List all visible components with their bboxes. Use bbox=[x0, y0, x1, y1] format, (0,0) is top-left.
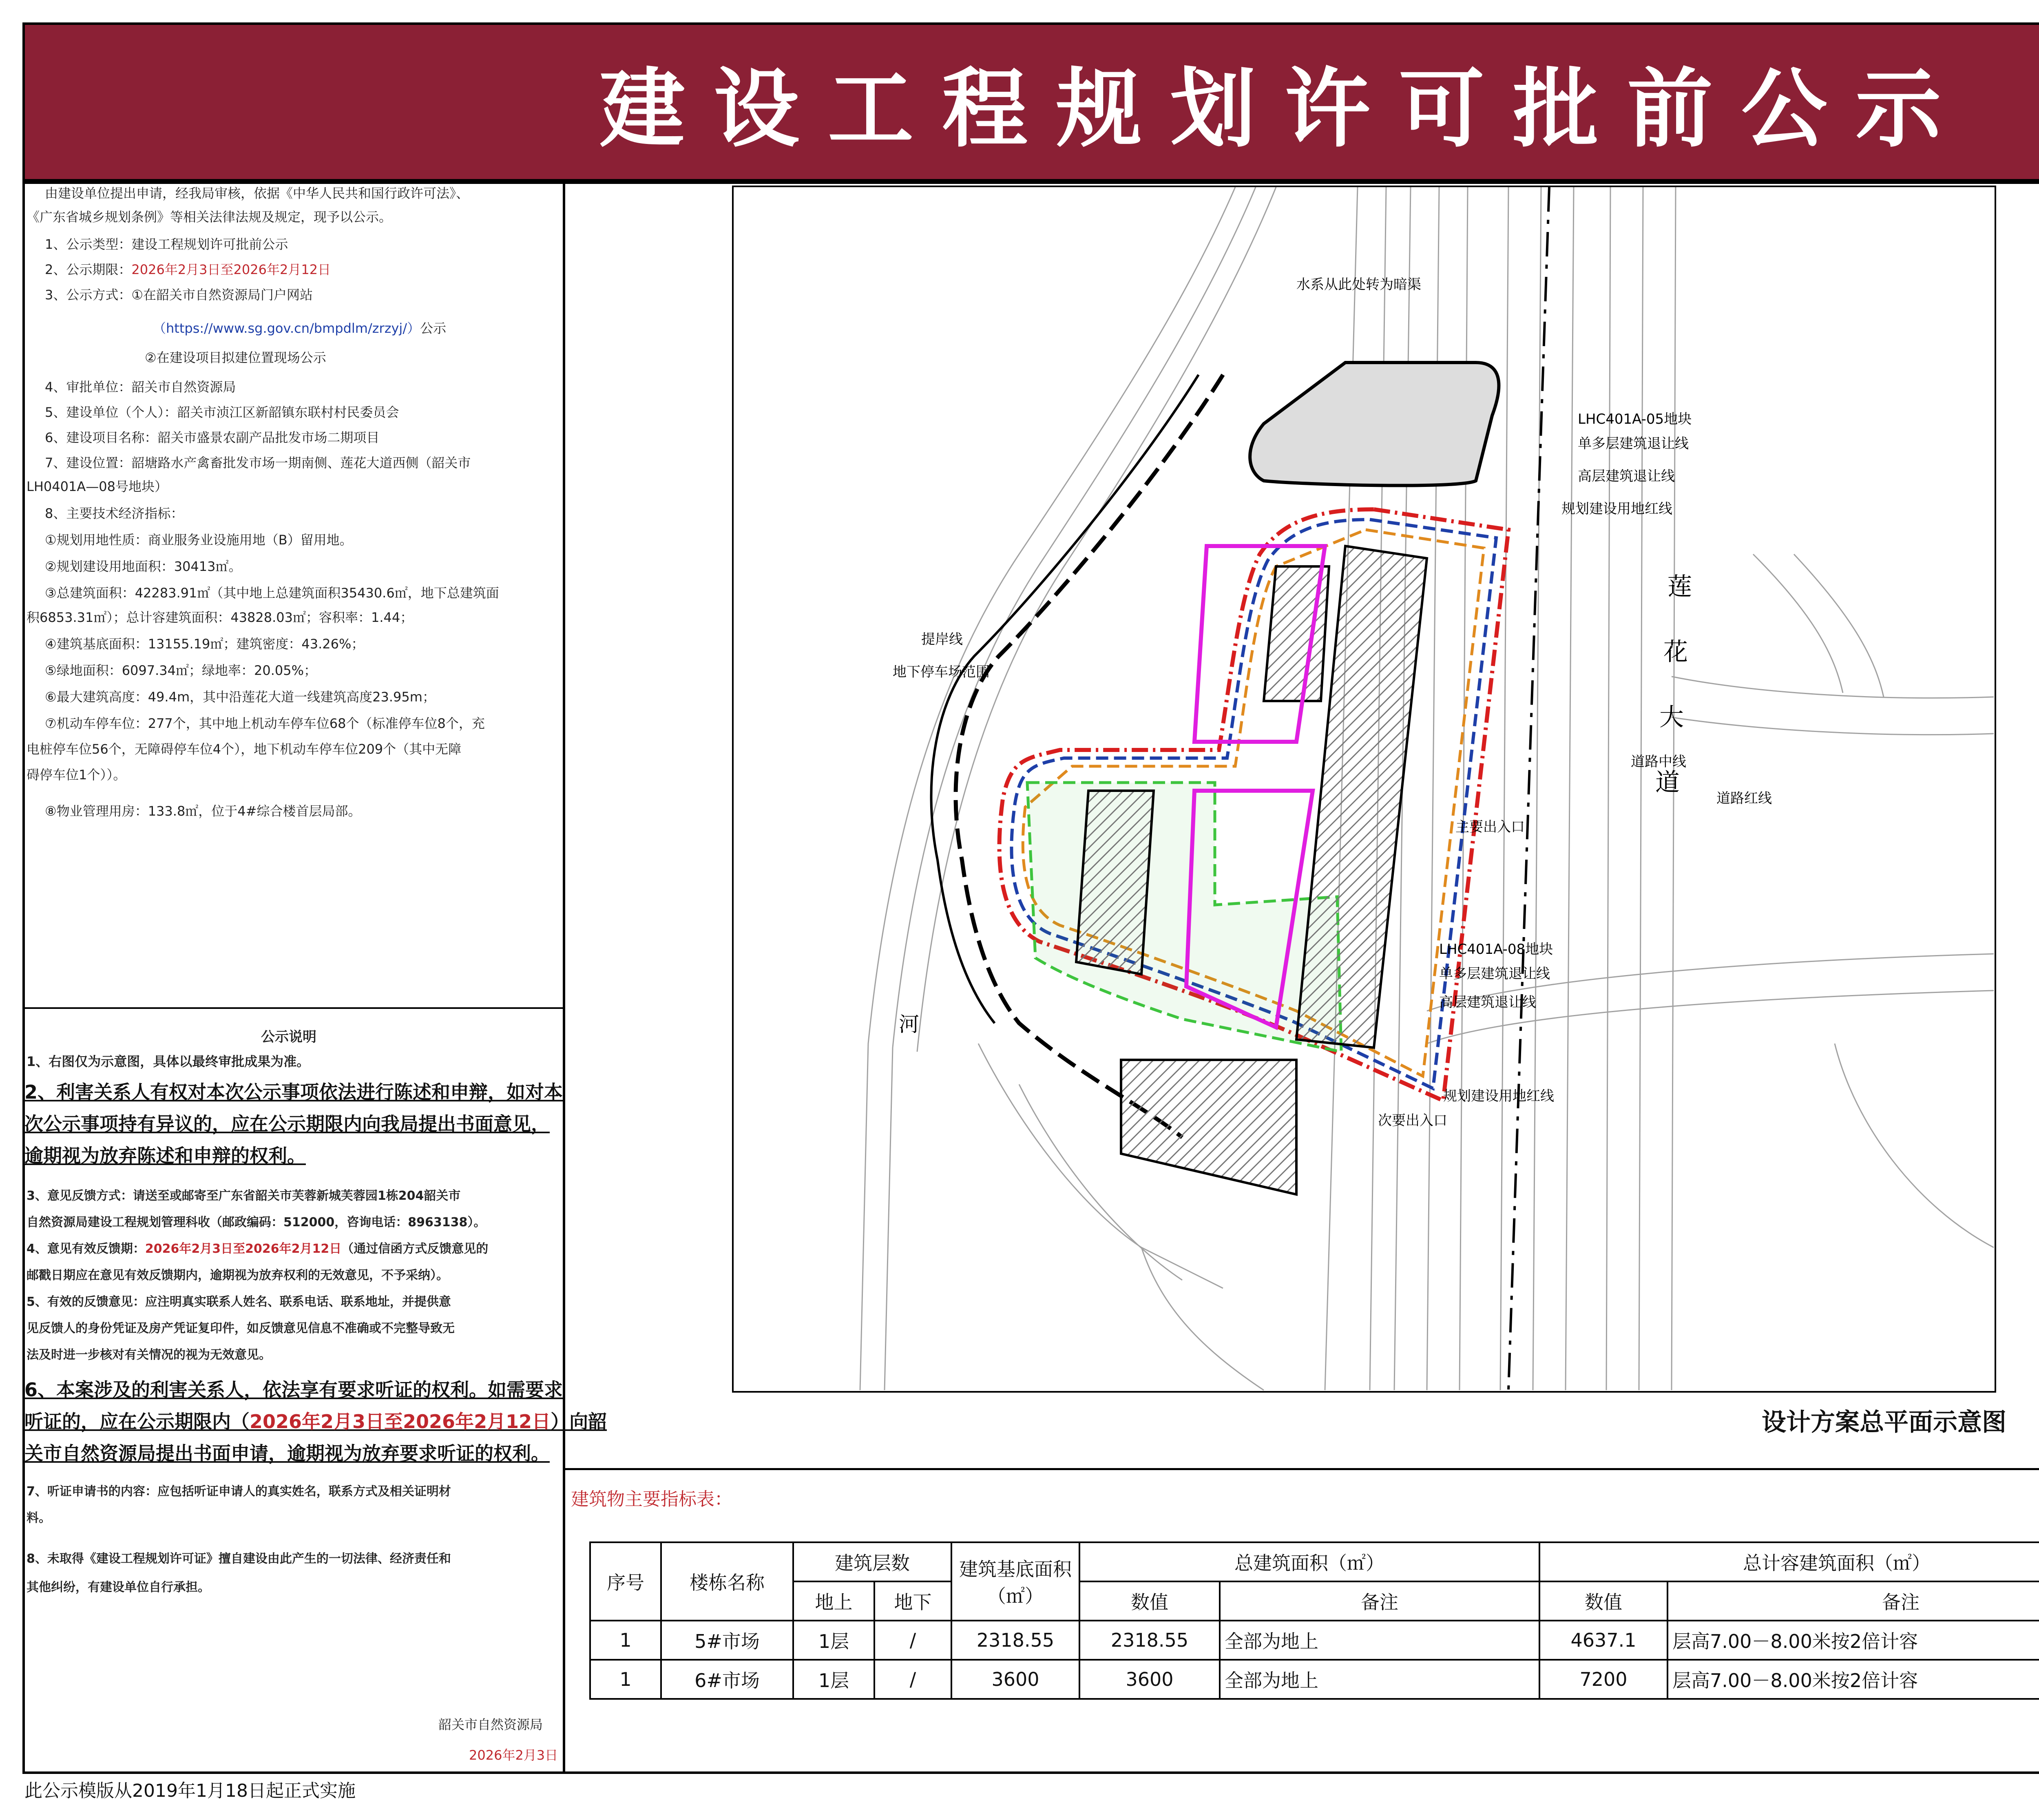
period-label: 2、公示期限： bbox=[45, 262, 132, 277]
cell-far: 4637.1 bbox=[1539, 1621, 1667, 1660]
th-far-note: 备注 bbox=[1667, 1581, 2039, 1621]
n4-label: 4、意见有效反馈期： bbox=[27, 1242, 145, 1256]
n4-date: 2026年2月3日至2026年2月12日 bbox=[145, 1242, 342, 1256]
label-secondary-entrance: 次要出入口 bbox=[1378, 1112, 1447, 1129]
label-setback-2: 单多层建筑退让线 bbox=[1439, 966, 1550, 982]
cell-name: 6#市场 bbox=[661, 1660, 793, 1699]
notice-7a: 7、听证申请书的内容：应包括听证申请人的真实姓名，联系方式及相关证明材 bbox=[27, 1484, 451, 1499]
notice-2a: 2、利害关系人有权对本次公示事项依法进行陈述和申辩，如对本 bbox=[24, 1081, 563, 1103]
n6-date: 2026年2月3日至2026年2月12日 bbox=[250, 1411, 551, 1433]
cell-seq: 1 bbox=[590, 1660, 661, 1699]
cell-name: 5#市场 bbox=[661, 1621, 793, 1660]
left-divider bbox=[563, 181, 565, 1774]
intro-line-1: 由建设单位提出申请，经我局审核，依据《中华人民共和国行政许可法》、 bbox=[45, 186, 469, 201]
river-bank-line bbox=[955, 375, 1223, 1137]
notice-8a: 8、未取得《建设工程规划许可证》擅自建设由此产生的一切法律、经济责任和 bbox=[27, 1552, 451, 1566]
label-setback-1: 单多层建筑退让线 bbox=[1578, 436, 1689, 452]
label-road-4: 道 bbox=[1655, 768, 1680, 797]
notice-4b: 邮戳日期应在意见有效反馈期内，逾期视为放弃权利的无效意见，不予采纳）。 bbox=[27, 1268, 449, 1283]
th-floors: 建筑层数 bbox=[793, 1542, 951, 1581]
notice-6c: 关市自然资源局提出书面申请，逾期视为放弃要求听证的权利。 bbox=[24, 1442, 550, 1464]
cell-seq: 1 bbox=[590, 1621, 661, 1660]
label-embankment: 提岸线 bbox=[921, 631, 963, 648]
label-highrise-2: 高层建筑退让线 bbox=[1439, 994, 1536, 1011]
item-location: 7、建设位置：韶塘路水产禽畜批发市场一期南侧、莲花大道西侧（韶关市 bbox=[45, 455, 471, 471]
road-centerline bbox=[1508, 187, 1549, 1390]
tech-parking-2: 电桩停车位56个，无障碍停车位4个），地下机动车停车位209个（其中无障 bbox=[27, 741, 462, 757]
notice-2c: 逾期视为放弃陈述和申辩的权利。 bbox=[24, 1145, 306, 1167]
cell-total-note: 全部为地上 bbox=[1220, 1660, 1539, 1699]
tech-base-area: ④建筑基底面积：13155.19㎡；建筑密度：43.26%； bbox=[45, 636, 365, 652]
label-road-1: 莲 bbox=[1667, 573, 1692, 601]
intro-line-2: 《广东省城乡规划条例》等相关法律法规及规定，现予以公示。 bbox=[27, 209, 392, 225]
cell-total-note: 全部为地上 bbox=[1220, 1621, 1539, 1660]
label-redline-1: 规划建设用地红线 bbox=[1561, 501, 1672, 517]
notice-title: 公示说明 bbox=[261, 1029, 316, 1045]
label-road-3: 大 bbox=[1659, 703, 1684, 732]
plan-table-divider bbox=[563, 1468, 2039, 1470]
label-center: 道路中线 bbox=[1631, 754, 1686, 770]
n6-pre: 听证的，应在公示期限内（ bbox=[24, 1411, 250, 1433]
notice-4a bbox=[27, 1236, 488, 1263]
notice-3a: 3、意见反馈方式：请送至或邮寄至广东省韶关市芙蓉新城芙蓉园1栋204韶关市 bbox=[27, 1189, 461, 1203]
cell-above: 1层 bbox=[793, 1660, 874, 1699]
sign-date: 2026年2月3日 bbox=[469, 1747, 558, 1763]
item-applicant: 5、建设单位（个人）：韶关市浈江区新韶镇东联村村民委员会 bbox=[45, 405, 399, 420]
left-section-divider bbox=[22, 1007, 565, 1009]
label-parking: 地下停车场范围 bbox=[893, 664, 990, 680]
tech-green: ⑤绿地面积：6097.34㎡；绿地率：20.05%； bbox=[45, 663, 317, 678]
th-below: 地下 bbox=[874, 1581, 951, 1621]
indicators-table bbox=[589, 1541, 2039, 1700]
signer: 韶关市自然资源局 bbox=[438, 1717, 543, 1732]
tech-site-area: ②规划建设用地面积：30413㎡。 bbox=[45, 559, 242, 574]
notice-2b: 次公示事项持有异议的，应在公示期限内向我局提出书面意见， bbox=[24, 1113, 550, 1135]
title-banner bbox=[22, 22, 2039, 181]
notice-6b bbox=[24, 1406, 607, 1437]
indicators-title: 建筑物主要指标表： bbox=[571, 1489, 732, 1510]
cell-far-note: 层高7.00－8.00米按2倍计容 bbox=[1667, 1621, 2039, 1660]
notice-3b: 自然资源局建设工程规划管理科收（邮政编码：512000，咨询电话：8963138）。 bbox=[27, 1215, 486, 1230]
tech-parking: ⑦机动车停车位：277个，其中地上机动车停车位68个（标准停车位8个，充 bbox=[45, 716, 485, 731]
notice-5a: 5、有效的反馈意见：应注明真实联系人姓名、联系电话、联系地址，并提供意 bbox=[27, 1295, 451, 1309]
tech-land-use: ①规划用地性质：商业服务业设施用地（B）留用地。 bbox=[45, 532, 353, 548]
banner-title: 建设工程规划许可批前公示 bbox=[599, 58, 1970, 159]
url-suffix: 公示 bbox=[420, 321, 447, 336]
tech-total-area: ③总建筑面积：42283.91㎡（其中地上总建筑面积35430.6㎡，地下总建筑面 bbox=[45, 585, 499, 601]
cell-above: 1层 bbox=[793, 1621, 874, 1660]
notice-1: 1、右图仅为示意图，具体以最终审批成果为准。 bbox=[27, 1054, 310, 1069]
label-highrise-1: 高层建筑退让线 bbox=[1578, 468, 1675, 484]
cell-base: 3600 bbox=[951, 1660, 1079, 1699]
th-total: 总建筑面积（㎡） bbox=[1079, 1542, 1539, 1581]
label-lhc08: LHC401A-08地块 bbox=[1439, 941, 1553, 958]
th-total-value: 数值 bbox=[1079, 1581, 1220, 1621]
site-plan-drawing bbox=[734, 187, 1995, 1391]
building-south bbox=[1121, 1060, 1296, 1194]
label-water: 水系从此处转为暗渠 bbox=[1296, 276, 1421, 293]
tech-parking-3: 碍停车位1个））。 bbox=[27, 767, 126, 783]
tech-height: ⑥最大建筑高度：49.4m，其中沿莲花大道一线建筑高度23.95m； bbox=[45, 689, 436, 705]
cell-below: / bbox=[874, 1660, 951, 1699]
th-name: 楼栋名称 bbox=[661, 1542, 793, 1621]
th-far-value: 数值 bbox=[1539, 1581, 1667, 1621]
tech-property: ⑧物业管理用房：133.8㎡，位于4#综合楼首层局部。 bbox=[45, 803, 361, 819]
cell-far-note: 层高7.00－8.00米按2倍计容 bbox=[1667, 1660, 2039, 1699]
label-river: 河 bbox=[899, 1013, 919, 1036]
item-approver: 4、审批单位：韶关市自然资源局 bbox=[45, 379, 236, 395]
item-type: 1、公示类型：建设工程规划许可批前公示 bbox=[45, 237, 288, 252]
building-west bbox=[1076, 791, 1154, 974]
item-period bbox=[45, 258, 331, 281]
th-above: 地上 bbox=[793, 1581, 874, 1621]
tech-total-area-2: 积6853.31㎡）；总计容建筑面积：43828.03㎡；容积率：1.44； bbox=[27, 610, 414, 625]
item-method: 3、公示方式：①在韶关市自然资源局门户网站 bbox=[45, 287, 313, 303]
label-lhc05: LHC401A-05地块 bbox=[1578, 411, 1692, 427]
table-row bbox=[590, 1660, 2039, 1699]
period-value: 2026年2月3日至2026年2月12日 bbox=[131, 262, 331, 277]
cell-below: / bbox=[874, 1621, 951, 1660]
table-header-row-1 bbox=[590, 1542, 2039, 1581]
block-05 bbox=[1250, 363, 1499, 486]
notice-7b: 料。 bbox=[27, 1511, 51, 1525]
label-roadline: 道路红线 bbox=[1716, 790, 1772, 807]
item-tech-title: 8、主要技术经济指标： bbox=[45, 506, 184, 521]
th-far: 总计容建筑面积（㎡） bbox=[1539, 1542, 2039, 1581]
notice-5c: 法及时进一步核对有关情况的视为无效意见。 bbox=[27, 1348, 271, 1362]
cell-total: 2318.55 bbox=[1079, 1621, 1220, 1660]
table-row bbox=[590, 1621, 2039, 1660]
notice-5b: 见反馈人的身份凭证及房产凭证复印件，如反馈意见信息不准确或不完整导致无 bbox=[27, 1321, 455, 1336]
notice-6a: 6、本案涉及的利害关系人，依法享有要求听证的权利。如需要求 bbox=[24, 1379, 563, 1401]
notice-8b: 其他纠纷，有建设单位自行承担。 bbox=[27, 1580, 210, 1594]
site-plan-frame bbox=[732, 186, 1996, 1393]
plan-caption: 设计方案总平面示意图 bbox=[1762, 1408, 2006, 1437]
cell-total: 3600 bbox=[1079, 1660, 1220, 1699]
n4-tail: （通过信函方式反馈意见的 bbox=[341, 1242, 489, 1256]
th-total-note: 备注 bbox=[1220, 1581, 1539, 1621]
footer-left: 此公示模版从2019年1月18日起正式实施 bbox=[24, 1780, 356, 1801]
portal-link[interactable]: （https://www.sg.gov.cn/bmpdlm/zrzyj/） bbox=[153, 321, 420, 336]
table-header-row-2 bbox=[590, 1581, 2039, 1621]
item-location-2: LH0401A—08号地块） bbox=[27, 479, 168, 494]
label-redline-2: 规划建设用地红线 bbox=[1443, 1088, 1554, 1104]
label-main-entrance: 主要出入口 bbox=[1455, 819, 1525, 835]
th-base: 建筑基底面积（㎡） bbox=[951, 1542, 1079, 1621]
item-method-url[interactable] bbox=[153, 316, 446, 340]
cell-far: 7200 bbox=[1539, 1660, 1667, 1699]
item-project-name: 6、建设项目名称：韶关市盛景农副产品批发市场二期项目 bbox=[45, 430, 380, 445]
th-seq: 序号 bbox=[590, 1542, 661, 1621]
cell-base: 2318.55 bbox=[951, 1621, 1079, 1660]
n6-post: ）向韶 bbox=[551, 1411, 607, 1433]
label-road-2: 花 bbox=[1663, 638, 1688, 666]
item-method-site: ②在建设项目拟建位置现场公示 bbox=[145, 350, 326, 365]
